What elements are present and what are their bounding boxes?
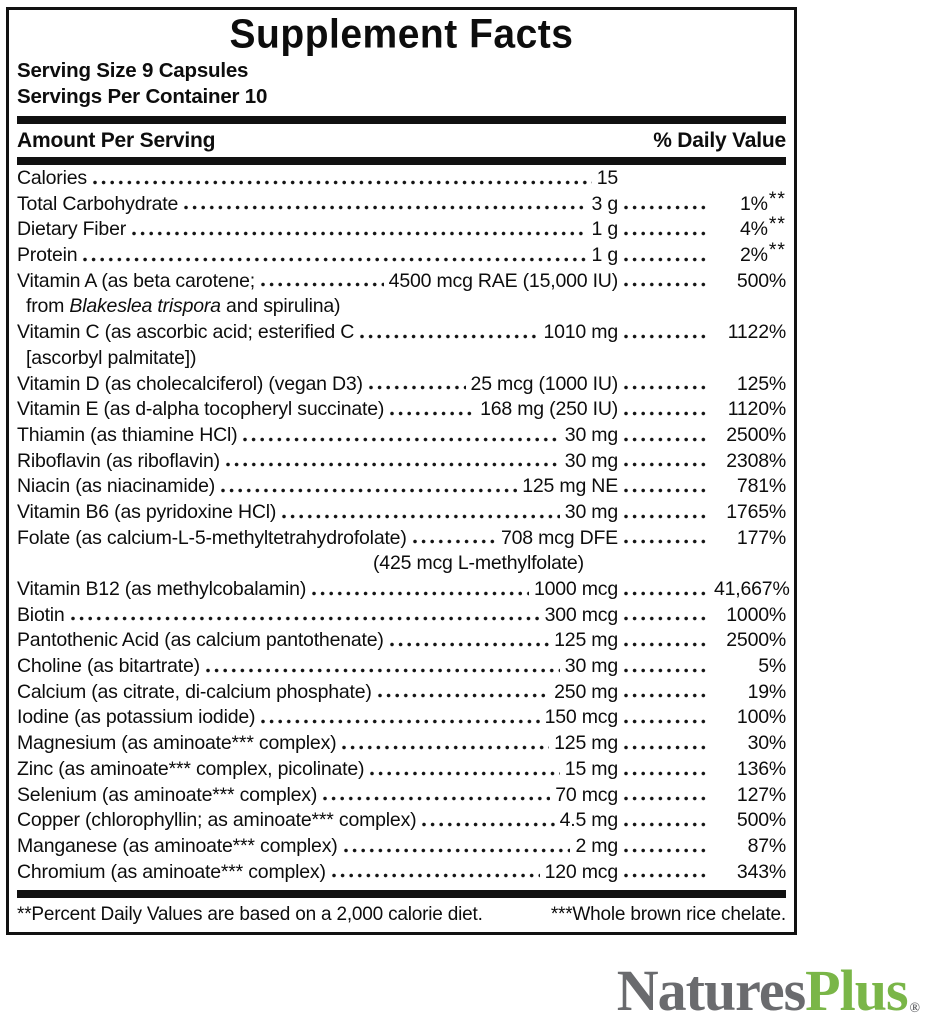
nutrient-amount: 15 xyxy=(596,167,618,189)
fact-row-left xyxy=(17,603,618,629)
daily-value-percent: 125% xyxy=(736,372,786,395)
fact-row xyxy=(17,705,786,731)
nutrient-amount: 125 mg xyxy=(554,732,618,755)
nutrient-name: Vitamin E (as d-alpha tocopheryl succinate) xyxy=(17,398,385,421)
daily-value-percent: 136% xyxy=(736,757,786,780)
dot-leader xyxy=(368,384,466,391)
nutrient-name: Folate (as calcium-L-5-methyltetrahydrofolate) xyxy=(17,526,407,549)
dot-leader xyxy=(623,230,709,237)
nutrient-name: Calories xyxy=(17,167,87,189)
asterisk-note-marker: ** xyxy=(768,187,786,210)
daily-value-percent: 1%** xyxy=(740,187,786,215)
fact-row xyxy=(17,628,786,654)
continuation-text: (425 mcg L-methylfolate) xyxy=(373,552,584,575)
fact-row xyxy=(17,397,786,423)
dot-leader xyxy=(242,436,559,443)
registered-trademark-symbol: ® xyxy=(909,1001,920,1016)
panel-title: Supplement Facts xyxy=(229,11,574,58)
fact-row-continuation xyxy=(17,346,786,372)
dot-leader xyxy=(389,641,549,648)
dot-leader xyxy=(281,513,560,520)
dot-leader xyxy=(623,204,709,211)
dot-leader xyxy=(369,770,560,777)
dot-leader xyxy=(341,744,549,751)
nutrient-name: Manganese (as aminoate*** complex) xyxy=(17,834,338,857)
nutrient-name: Vitamin B6 (as pyridoxine HCl) xyxy=(17,500,277,523)
daily-value-percent: 1120% xyxy=(727,398,786,421)
fact-row-left xyxy=(17,500,618,526)
fact-row-left xyxy=(17,320,618,346)
dot-leader xyxy=(623,487,709,494)
fact-row xyxy=(17,654,786,680)
nutrient-amount: 30 mg xyxy=(564,449,618,472)
serving-size: Serving Size 9 Capsules xyxy=(17,59,249,82)
fact-row xyxy=(17,834,786,860)
nutrient-amount: 125 mg xyxy=(554,629,618,652)
nutrient-name: Dietary Fiber xyxy=(17,218,127,241)
nutrient-name: Selenium (as aminoate*** complex) xyxy=(17,783,318,806)
daily-value-percent: 781% xyxy=(736,475,786,498)
fact-row xyxy=(17,423,786,449)
fact-row-left xyxy=(17,834,618,860)
nutrient-name: Calcium (as citrate, di-calcium phosphate) xyxy=(17,680,372,703)
fact-row-left xyxy=(17,192,618,218)
fact-row xyxy=(17,239,786,269)
nutrient-amount: 168 mg (250 IU) xyxy=(480,398,618,421)
facts-rows xyxy=(17,165,790,885)
fact-row-continuation xyxy=(17,551,786,577)
dot-leader xyxy=(131,230,586,237)
fact-row-left xyxy=(17,860,618,886)
daily-value-percent: 2%** xyxy=(740,239,786,267)
nutrient-amount: 4.5 mg xyxy=(559,809,618,832)
dot-leader xyxy=(322,795,550,802)
dot-leader xyxy=(623,641,709,648)
fact-row xyxy=(17,783,786,809)
dot-leader xyxy=(70,615,540,622)
continuation-text: from xyxy=(26,295,70,318)
nutrient-amount: 3 g xyxy=(591,192,618,215)
fact-row xyxy=(17,449,786,475)
daily-value-percent: 177% xyxy=(736,526,786,549)
nutrient-name: Niacin (as niacinamide) xyxy=(17,475,216,498)
column-header-row xyxy=(17,124,786,157)
nutrient-name: Choline (as bitartrate) xyxy=(17,655,200,678)
nutrient-amount: 125 mg NE xyxy=(522,475,618,498)
fact-row-left xyxy=(17,269,618,295)
supplement-facts-panel xyxy=(6,7,797,935)
fact-row-left xyxy=(17,757,618,783)
dot-leader xyxy=(421,821,554,828)
nutrient-amount: 70 mcg xyxy=(555,783,618,806)
dot-leader xyxy=(220,487,517,494)
nutrient-amount: 25 mcg (1000 IU) xyxy=(470,372,618,395)
dot-leader xyxy=(82,256,586,263)
dot-leader xyxy=(311,590,529,597)
divider-bar-top xyxy=(17,116,786,124)
dot-leader xyxy=(623,538,709,545)
nutrient-name: Pantothenic Acid (as calcium pantothenate) xyxy=(17,629,384,652)
daily-value-percent: 4%** xyxy=(740,213,786,241)
asterisk-note-marker: ** xyxy=(768,239,786,262)
nutrient-name: Vitamin D (as cholecalciferol) (vegan D3) xyxy=(17,372,363,395)
nutrient-amount: 30 mg xyxy=(564,500,618,523)
continuation-text: [ascorbyl palmitate]) xyxy=(26,346,197,369)
dot-leader xyxy=(412,538,496,545)
fact-row xyxy=(17,500,786,526)
daily-value-percent: 500% xyxy=(736,269,786,292)
fact-row xyxy=(17,731,786,757)
fact-row-left xyxy=(17,628,618,654)
dot-leader xyxy=(92,179,592,186)
dot-leader xyxy=(331,872,540,879)
fact-row xyxy=(17,213,786,243)
dot-leader xyxy=(343,847,571,854)
dot-leader xyxy=(183,204,586,211)
nutrient-name: Magnesium (as aminoate*** complex) xyxy=(17,732,337,755)
nutrient-amount: 120 mcg xyxy=(544,860,618,883)
nutrient-amount: 30 mg xyxy=(564,655,618,678)
fact-row-left xyxy=(17,217,618,243)
servings-per-container: Servings Per Container 10 xyxy=(17,85,268,108)
fact-row-left xyxy=(17,783,618,809)
fact-row-left xyxy=(17,526,618,552)
dot-leader xyxy=(623,821,709,828)
fact-row-left xyxy=(17,731,618,757)
daily-value-percent: 1765% xyxy=(726,500,786,523)
fact-row xyxy=(17,166,786,192)
continuation-text: and spirulina) xyxy=(220,295,341,318)
daily-value-percent: 500% xyxy=(736,809,786,832)
fact-row-left xyxy=(17,423,618,449)
fact-row-continuation xyxy=(17,294,786,320)
fact-row-left xyxy=(17,680,618,706)
nutrient-amount: 15 mg xyxy=(564,757,618,780)
nutrient-amount: 1010 mg xyxy=(543,321,618,344)
daily-value-percent: 100% xyxy=(736,706,786,729)
daily-value-percent: 343% xyxy=(736,860,786,883)
latin-species-name: Blakeslea trispora xyxy=(69,295,221,318)
fact-row xyxy=(17,320,786,346)
daily-value-percent: 1122% xyxy=(727,321,786,344)
dot-leader xyxy=(623,281,709,288)
nutrient-name: Vitamin B12 (as methylcobalamin) xyxy=(17,578,307,600)
nutrient-name: Riboflavin (as riboflavin) xyxy=(17,449,220,472)
dot-leader xyxy=(623,384,709,391)
daily-value-percent: 2500% xyxy=(726,629,786,652)
daily-value-percent: 19% xyxy=(747,680,786,703)
nutrient-name: Zinc (as aminoate*** complex, picolinate) xyxy=(17,757,365,780)
fact-row xyxy=(17,187,786,218)
naturesplus-logo xyxy=(616,958,920,1024)
dot-leader xyxy=(623,256,709,263)
dot-leader xyxy=(205,667,560,674)
dot-leader xyxy=(623,795,709,802)
fact-row-left xyxy=(17,474,618,500)
nutrient-amount: 708 mcg DFE xyxy=(500,526,618,549)
dot-leader xyxy=(389,410,475,417)
dot-leader xyxy=(377,692,550,699)
daily-value-percent: 87% xyxy=(747,834,786,857)
nutrient-amount: 2 mg xyxy=(575,834,618,857)
fact-row-left xyxy=(17,705,618,731)
nutrient-name: Iodine (as potassium iodide) xyxy=(17,706,256,729)
nutrient-name: Protein xyxy=(17,244,78,267)
dot-leader xyxy=(623,667,709,674)
daily-value-percent: 2500% xyxy=(726,423,786,446)
daily-value-percent: 5% xyxy=(758,655,786,678)
fact-row-left xyxy=(17,166,618,192)
logo-natures-text: Natures xyxy=(616,958,806,1023)
dot-leader xyxy=(623,744,709,751)
dot-leader xyxy=(623,436,709,443)
daily-value-percent: 30% xyxy=(747,732,786,755)
dot-leader xyxy=(623,333,709,340)
footnote-row xyxy=(17,898,786,932)
fact-row-left xyxy=(17,654,618,680)
dot-leader xyxy=(623,770,709,777)
nutrient-name: Copper (chlorophyllin; as aminoate*** complex) xyxy=(17,809,417,832)
fact-row xyxy=(17,757,786,783)
nutrient-name: Biotin xyxy=(17,603,65,626)
nutrient-name: Chromium (as aminoate*** complex) xyxy=(17,860,326,883)
nutrient-name: Vitamin C (as ascorbic acid; esterified C xyxy=(17,321,355,344)
dot-leader xyxy=(260,281,384,288)
nutrient-amount: 4500 mcg RAE (15,000 IU) xyxy=(388,269,618,292)
fact-row-left xyxy=(17,243,618,269)
nutrient-amount: 150 mcg xyxy=(544,706,618,729)
nutrient-amount: 1 g xyxy=(591,244,618,267)
divider-bar-bottom xyxy=(17,890,786,898)
fact-row xyxy=(17,860,786,886)
fact-row-left xyxy=(17,808,618,834)
logo-plus-text: Plus xyxy=(805,958,908,1023)
dot-leader xyxy=(623,590,709,597)
nutrient-amount: 300 mcg xyxy=(544,603,618,626)
fact-row xyxy=(17,372,786,398)
daily-value-percent: 2308% xyxy=(726,449,786,472)
daily-value-percent: 1000% xyxy=(726,603,786,626)
fact-row-left xyxy=(17,577,618,603)
fact-row xyxy=(17,603,786,629)
dot-leader xyxy=(623,692,709,699)
nutrient-name: Vitamin A (as beta carotene; xyxy=(17,269,255,292)
fact-row xyxy=(17,474,786,500)
daily-value-header: % Daily Value xyxy=(653,129,786,152)
dot-leader xyxy=(359,333,538,340)
nutrient-amount: 30 mg xyxy=(564,423,618,446)
fact-row-left xyxy=(17,397,618,423)
fact-row-left xyxy=(17,449,618,475)
fact-row xyxy=(17,808,786,834)
footnote-daily-values: **Percent Daily Values are based on a 2,000 calorie diet. xyxy=(17,904,483,926)
nutrient-amount: 1000 mcg xyxy=(533,578,618,600)
dot-leader xyxy=(623,615,709,622)
dot-leader xyxy=(623,461,709,468)
daily-value-percent: 127% xyxy=(736,783,786,806)
nutrient-amount: 250 mg xyxy=(554,680,618,703)
fact-row-left xyxy=(17,372,618,398)
dot-leader xyxy=(623,872,709,879)
dot-leader xyxy=(225,461,560,468)
fact-row xyxy=(17,577,790,603)
nutrient-name: Total Carbohydrate xyxy=(17,192,179,215)
footnote-chelate: ***Whole brown rice chelate. xyxy=(550,904,786,926)
fact-row xyxy=(17,269,786,295)
dot-leader xyxy=(623,847,709,854)
amount-per-serving-header: Amount Per Serving xyxy=(17,129,216,152)
daily-value-percent: 41,667% xyxy=(714,578,790,600)
asterisk-note-marker: ** xyxy=(768,213,786,236)
divider-bar-header xyxy=(17,157,786,165)
dot-leader xyxy=(623,410,709,417)
nutrient-amount: 1 g xyxy=(591,218,618,241)
dot-leader xyxy=(623,513,709,520)
nutrient-name: Thiamin (as thiamine HCl) xyxy=(17,423,238,446)
dot-leader xyxy=(623,718,709,725)
fact-row xyxy=(17,680,786,706)
fact-row xyxy=(17,526,786,552)
dot-leader xyxy=(260,718,539,725)
